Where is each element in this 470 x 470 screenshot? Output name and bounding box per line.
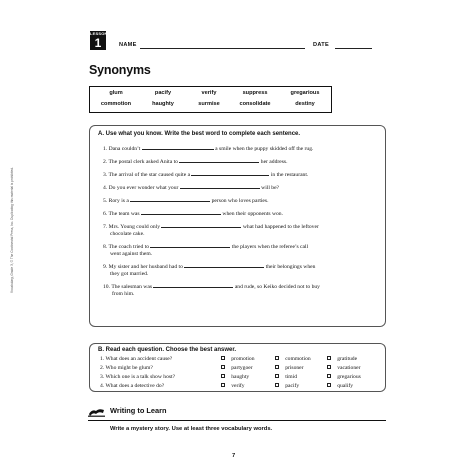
lesson-badge <box>90 31 106 50</box>
word-bank-word: suppress <box>242 90 268 96</box>
lesson-label: LESSON <box>90 31 108 36</box>
section-b <box>89 343 386 392</box>
answer-blank[interactable] <box>161 222 241 228</box>
section-a-heading: A. Use what you know. Write the best word to complete each sentence. <box>98 131 301 137</box>
answer-option[interactable]: commotion <box>275 356 311 362</box>
question-row <box>100 383 385 390</box>
side-credit: Vocabulary, Grade 3, © The Continental Press, Inc. Duplicating this material is prohibited. <box>10 167 14 293</box>
sentence-item: 2. The postal clerk asked Anita to her address. <box>103 159 288 165</box>
answer-option[interactable]: gratitude <box>327 356 357 362</box>
checkbox[interactable] <box>221 374 225 378</box>
page-title: Synonyms <box>89 63 151 77</box>
lesson-number: 1 <box>94 36 102 50</box>
checkbox[interactable] <box>327 374 331 378</box>
question-row <box>100 374 385 381</box>
checkbox[interactable] <box>221 365 225 369</box>
sentence-item: 3. The arrival of the star caused quite a in the restaurant. <box>103 172 309 178</box>
answer-option[interactable]: partygoer <box>221 365 253 371</box>
writing-section-title: Writing to Learn <box>110 406 167 415</box>
name-label: NAME <box>119 42 137 48</box>
answer-option[interactable]: gregarious <box>327 374 361 380</box>
checkbox[interactable] <box>275 356 279 360</box>
word-bank-word: destiny <box>295 101 315 107</box>
checkbox[interactable] <box>221 356 225 360</box>
checkbox[interactable] <box>275 383 279 387</box>
answer-blank[interactable] <box>150 242 230 248</box>
answer-blank[interactable] <box>153 282 233 288</box>
question-row <box>100 365 385 372</box>
word-bank-word: commotion <box>100 101 132 107</box>
checkbox[interactable] <box>275 374 279 378</box>
word-bank-word: gregarious <box>290 90 320 96</box>
sentence-item: 10. The salesman was and rude, so Keiko decided not to buy from him. <box>103 284 320 298</box>
word-bank-word: pacify <box>154 90 172 96</box>
sentence-item: 4. Do you ever wonder what your will be? <box>103 185 280 191</box>
sentence-item: 8. The coach tried to the players when the referee’s call went against them. <box>103 244 309 258</box>
answer-blank[interactable] <box>184 262 264 268</box>
sentence-item: 7. Mrs. Young could only what had happened to the leftover chocolate cake. <box>103 224 319 238</box>
checkbox[interactable] <box>327 383 331 387</box>
answer-option[interactable]: promotion <box>221 356 255 362</box>
answer-option[interactable]: vacationer <box>327 365 360 371</box>
word-bank <box>89 86 332 113</box>
date-field[interactable] <box>335 48 372 49</box>
sentence-item: 5. Rory is a person who loves parties. <box>103 198 269 204</box>
divider <box>88 420 386 421</box>
question-text: 3. Which one is a talk show host? <box>100 374 176 380</box>
checkbox[interactable] <box>221 383 225 387</box>
answer-option[interactable]: prisoner <box>275 365 304 371</box>
page-number: 7 <box>232 453 236 459</box>
question-text: 1. What does an accident cause? <box>100 356 173 362</box>
answer-option[interactable]: timid <box>275 374 297 380</box>
section-b-heading: B. Read each question. Choose the best answer. <box>98 347 237 353</box>
word-bank-word: surmise <box>198 101 220 107</box>
word-bank-word: verify <box>201 90 217 96</box>
answer-option[interactable]: verify <box>221 383 245 389</box>
word-bank-word: glum <box>109 90 123 96</box>
writing-hand-icon <box>88 407 105 417</box>
answer-blank[interactable] <box>142 144 214 150</box>
sentence-item: 6. The team was when their opponents won. <box>103 211 283 217</box>
question-text: 4. What does a detective do? <box>100 383 165 389</box>
answer-blank[interactable] <box>191 170 269 176</box>
word-bank-word: consolidate <box>239 101 271 107</box>
sentence-item: 9. My sister and her husband had to their belongings when they got married. <box>103 264 316 278</box>
checkbox[interactable] <box>327 365 331 369</box>
question-text: 2. Who might be glum? <box>100 365 153 371</box>
answer-blank[interactable] <box>141 209 221 215</box>
section-a <box>89 125 386 327</box>
answer-option[interactable]: qualify <box>327 383 353 389</box>
name-field[interactable] <box>140 48 305 49</box>
answer-blank[interactable] <box>179 157 259 163</box>
sentence-item: 1. Dana couldn’t a smile when the puppy skidded off the rug. <box>103 146 314 152</box>
answer-blank[interactable] <box>130 196 210 202</box>
answer-blank[interactable] <box>180 183 260 189</box>
answer-option[interactable]: pacify <box>275 383 299 389</box>
date-label: DATE <box>313 42 330 48</box>
writing-prompt: Write a mystery story. Use at least three vocabulary words. <box>110 426 273 432</box>
question-row <box>100 356 385 363</box>
checkbox[interactable] <box>327 356 331 360</box>
checkbox[interactable] <box>275 365 279 369</box>
word-bank-word: haughty <box>152 101 174 107</box>
answer-option[interactable]: haughty <box>221 374 249 380</box>
